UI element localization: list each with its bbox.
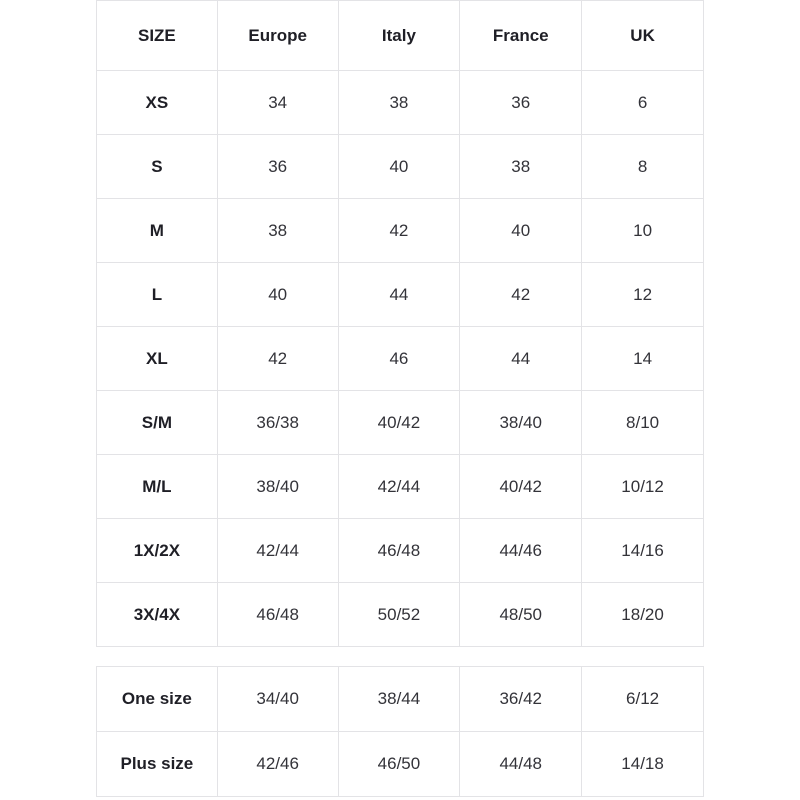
row-label: L <box>97 263 218 327</box>
cell-uk: 14/16 <box>582 519 704 583</box>
table-row <box>97 71 704 135</box>
cell-italy: 42 <box>338 199 460 263</box>
table-row <box>97 263 704 327</box>
cell-europe: 42/44 <box>217 519 338 583</box>
cell-europe: 34 <box>217 71 338 135</box>
cell-europe: 40 <box>217 263 338 327</box>
cell-france: 38/40 <box>460 391 582 455</box>
column-header-italy: Italy <box>338 1 460 71</box>
cell-uk: 10 <box>582 199 704 263</box>
cell-france: 44 <box>460 327 582 391</box>
column-header-uk: UK <box>582 1 704 71</box>
table-row <box>97 667 704 732</box>
cell-europe: 36/38 <box>217 391 338 455</box>
cell-italy: 50/52 <box>338 583 460 647</box>
column-header-france: France <box>460 1 582 71</box>
row-label: Plus size <box>97 732 218 797</box>
cell-italy: 38/44 <box>338 667 460 732</box>
cell-europe: 42 <box>217 327 338 391</box>
cell-france: 36/42 <box>460 667 582 732</box>
cell-france: 42 <box>460 263 582 327</box>
cell-europe: 46/48 <box>217 583 338 647</box>
row-label: XS <box>97 71 218 135</box>
cell-europe: 38/40 <box>217 455 338 519</box>
cell-italy: 40 <box>338 135 460 199</box>
column-header-size: SIZE <box>97 1 218 71</box>
row-label: S/M <box>97 391 218 455</box>
cell-italy: 44 <box>338 263 460 327</box>
cell-france: 38 <box>460 135 582 199</box>
secondary-size-table-wrapper <box>96 666 704 797</box>
row-label: S <box>97 135 218 199</box>
cell-italy: 40/42 <box>338 391 460 455</box>
cell-uk: 6 <box>582 71 704 135</box>
row-label: M/L <box>97 455 218 519</box>
cell-uk: 8/10 <box>582 391 704 455</box>
cell-uk: 18/20 <box>582 583 704 647</box>
cell-italy: 42/44 <box>338 455 460 519</box>
cell-france: 44/46 <box>460 519 582 583</box>
table-row <box>97 519 704 583</box>
cell-europe: 42/46 <box>217 732 338 797</box>
secondary-table-body <box>97 667 704 797</box>
cell-uk: 8 <box>582 135 704 199</box>
table-row <box>97 199 704 263</box>
table-row <box>97 455 704 519</box>
cell-france: 40 <box>460 199 582 263</box>
cell-france: 40/42 <box>460 455 582 519</box>
table-header-row <box>97 1 704 71</box>
cell-uk: 14 <box>582 327 704 391</box>
row-label: XL <box>97 327 218 391</box>
cell-uk: 6/12 <box>582 667 704 732</box>
cell-europe: 36 <box>217 135 338 199</box>
secondary-size-table <box>96 666 704 797</box>
cell-italy: 46 <box>338 327 460 391</box>
cell-uk: 10/12 <box>582 455 704 519</box>
table-row <box>97 583 704 647</box>
primary-size-table <box>96 0 704 647</box>
row-label: One size <box>97 667 218 732</box>
cell-france: 36 <box>460 71 582 135</box>
cell-italy: 46/48 <box>338 519 460 583</box>
cell-europe: 38 <box>217 199 338 263</box>
primary-table-head <box>97 1 704 71</box>
cell-europe: 34/40 <box>217 667 338 732</box>
cell-uk: 12 <box>582 263 704 327</box>
cell-italy: 38 <box>338 71 460 135</box>
primary-size-table-wrapper <box>96 0 704 647</box>
table-row <box>97 327 704 391</box>
table-row <box>97 135 704 199</box>
row-label: 3X/4X <box>97 583 218 647</box>
row-label: M <box>97 199 218 263</box>
row-label: 1X/2X <box>97 519 218 583</box>
cell-france: 44/48 <box>460 732 582 797</box>
cell-france: 48/50 <box>460 583 582 647</box>
column-header-europe: Europe <box>217 1 338 71</box>
cell-italy: 46/50 <box>338 732 460 797</box>
table-row <box>97 391 704 455</box>
primary-table-body <box>97 71 704 647</box>
table-row <box>97 732 704 797</box>
cell-uk: 14/18 <box>582 732 704 797</box>
